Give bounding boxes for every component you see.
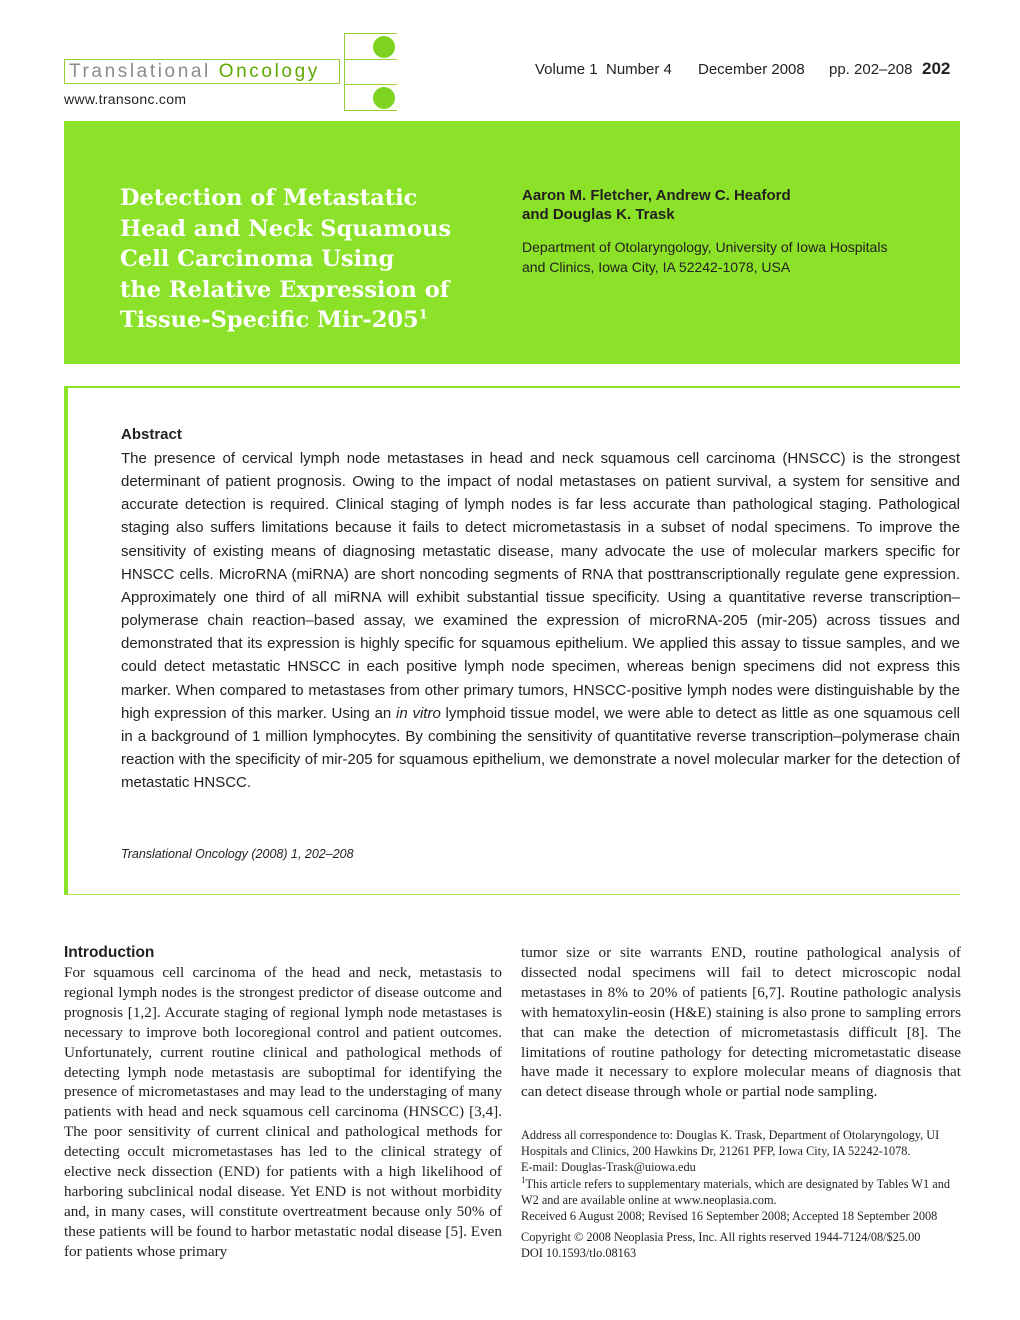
title-line: the Relative Expression of <box>120 276 450 303</box>
journal-url[interactable]: www.transonc.com <box>64 91 187 107</box>
logo-dot-top <box>373 36 395 58</box>
abstract-top-rule <box>64 386 960 388</box>
title-line <box>120 305 460 336</box>
correspondence-note: Address all correspondence to: Douglas K. Trask, Department of Otolaryngology, UI Hospitals and Clinics, 200 Hawkins Dr, 21261 PFP, Iowa City, IA 52242-1078. <box>521 1128 940 1159</box>
title-line: Cell Carcinoma Using <box>120 246 395 272</box>
journal-name-oncology: Oncology <box>218 61 320 82</box>
email-note[interactable]: E-mail: Douglas-Trask@uiowa.edu <box>521 1160 696 1175</box>
author-list <box>522 186 922 224</box>
authors-line: Aaron M. Fletcher, Andrew C. Heaford <box>522 187 791 204</box>
title-line: Detection of Metastatic <box>120 185 418 211</box>
supplementary-text: This article refers to supplementary materials, which are designated by Tables W1 and W2 and are available online at www.neoplasia.com. <box>521 1176 950 1207</box>
logo-divider <box>344 33 345 111</box>
issue-date: December 2008 <box>698 61 805 78</box>
copyright-block <box>521 1229 961 1261</box>
affiliation <box>522 237 942 277</box>
doi-line[interactable]: DOI 10.1593/tlo.08163 <box>521 1246 637 1261</box>
introduction-right-column: tumor size or site warrants END, routine pathological analysis of dissected nodal specimens will fail to detect microscopic nodal metastases in 8% to 20% of patients [6,7]. Routine pathologic analysis with hematoxylin-eosin (H&E) staining is also prone to sampling errors that can make the detection of micrometastasis difficult [8]. The limitations of routine pathology for detecting micrometastatic disease have made it necessary to explore molecular means of diagnosis that can detect disease through whole or partial node sampling. <box>521 944 961 1101</box>
logo-rule-top <box>344 33 397 34</box>
footnotes <box>521 1127 961 1224</box>
supplementary-note <box>521 1176 961 1208</box>
authors-line: and Douglas K. Trask <box>522 206 675 223</box>
affiliation-line: and Clinics, Iowa City, IA 52242-1078, USA <box>522 259 791 275</box>
logo-rule-mid <box>344 59 397 60</box>
affiliation-line: Department of Otolaryngology, University of Iowa Hospitals <box>522 239 888 255</box>
page-number: 202 <box>922 59 951 78</box>
title-footnote-marker: 1 <box>418 307 428 323</box>
logo-dot-bottom <box>373 87 395 109</box>
abstract-citation: Translational Oncology (2008) 1, 202–208 <box>121 847 354 861</box>
received-dates: Received 6 August 2008; Revised 16 September 2008; Accepted 18 September 2008 <box>521 1209 938 1224</box>
volume: Volume 1 <box>535 61 598 78</box>
issue-number: Number 4 <box>606 61 672 78</box>
introduction-heading: Introduction <box>64 944 155 961</box>
abstract-italic: in vitro <box>396 704 441 722</box>
abstract-bottom-rule <box>64 894 960 895</box>
logo-rule-bottom <box>344 110 397 111</box>
supplementary-marker: 1 <box>521 1174 526 1185</box>
journal-name-translational: Translational <box>69 61 211 82</box>
page-range: pp. 202–208 <box>829 61 913 78</box>
abstract-heading: Abstract <box>121 426 182 443</box>
copyright-line: Copyright © 2008 Neoplasia Press, Inc. All rights reserved 1944-7124/08/$25.00 <box>521 1230 921 1244</box>
abstract-text <box>121 447 960 794</box>
abstract-text-part: The presence of cervical lymph node metastases in head and neck squamous cell carcinoma (HNSCC) is the strongest determinant of patient prognosis. Owing to the impact of nodal metastases on patient survival, a system for sensitive and accurate detection is required. Clinical staging of lymph nodes is far less accurate than pathological staging. Pathological staging also suffers limitations because it fails to detect micrometastasis in a subset of nodal specimens. To improve the sensitivity of existing means of diagnosing metastatic disease, many advocate the use of molecular markers specific for HNSCC cells. MicroRNA (miRNA) are short noncoding segments of RNA that posttranscriptionally regulate gene expression. Approximately one third of all miRNA will exhibit substantial tissue specificity. Using a quantitative reverse transcription–polymerase chain reaction–based assay, we examined the expression of microRNA-205 (mir-205) across tissues and demonstrated that its expression is highly specific for squamous epithelium. We applied this assay to tissue samples, and we could detect metastatic HNSCC in each positive lymph node specimen, whereas benign specimens did not express this marker. When compared to metastases from other primary tumors, HNSCC-positive lymph nodes were distinguishable by the high expression of this marker. Using an <box>121 450 960 722</box>
journal-logo <box>64 59 340 84</box>
abstract-text-part: lymphoid tissue model, we were able to detect as little as one squamous cell in a background of 1 million lymphocytes. By combining the sensitivity of quantitative reverse transcription–polymerase chain reaction with the specificity of mir-205 for squamous epithelium, we demonstrate a novel molecular marker for the detection of metastatic HNSCC. <box>121 704 960 792</box>
introduction-left-column: For squamous cell carcinoma of the head and neck, metastasis to regional lymph nodes is the strongest predictor of disease outcome and prognosis [1,2]. Accurate staging of regional lymph node metastases is necessary to improve both locoregional control and patient outcomes. Unfortunately, current routine clinical and pathological methods of detecting lymph node metastasis are suboptimal for identifying the presence of micrometastases and may lead to the understaging of many patients with head and neck squamous cell carcinoma (HNSCC) [3,4]. The poor sensitivity of current clinical and pathological methods for detecting occult micrometastases has led to the clinical strategy of elective neck dissection (END) for patients with a high likelihood of harboring subclinical nodal disease. Yet END is not without morbidity and, in many cases, will constitute overtreatment because only 50% of these patients will be found to harbor metastatic nodal disease [5]. Even for patients whose primary <box>64 964 502 1260</box>
title-line-text: Tissue-Specific Mir-205 <box>120 307 419 333</box>
logo-rule-low <box>344 84 397 85</box>
article-title <box>120 183 460 336</box>
abstract-left-bar <box>64 387 68 895</box>
title-line: Head and Neck Squamous <box>120 215 451 242</box>
